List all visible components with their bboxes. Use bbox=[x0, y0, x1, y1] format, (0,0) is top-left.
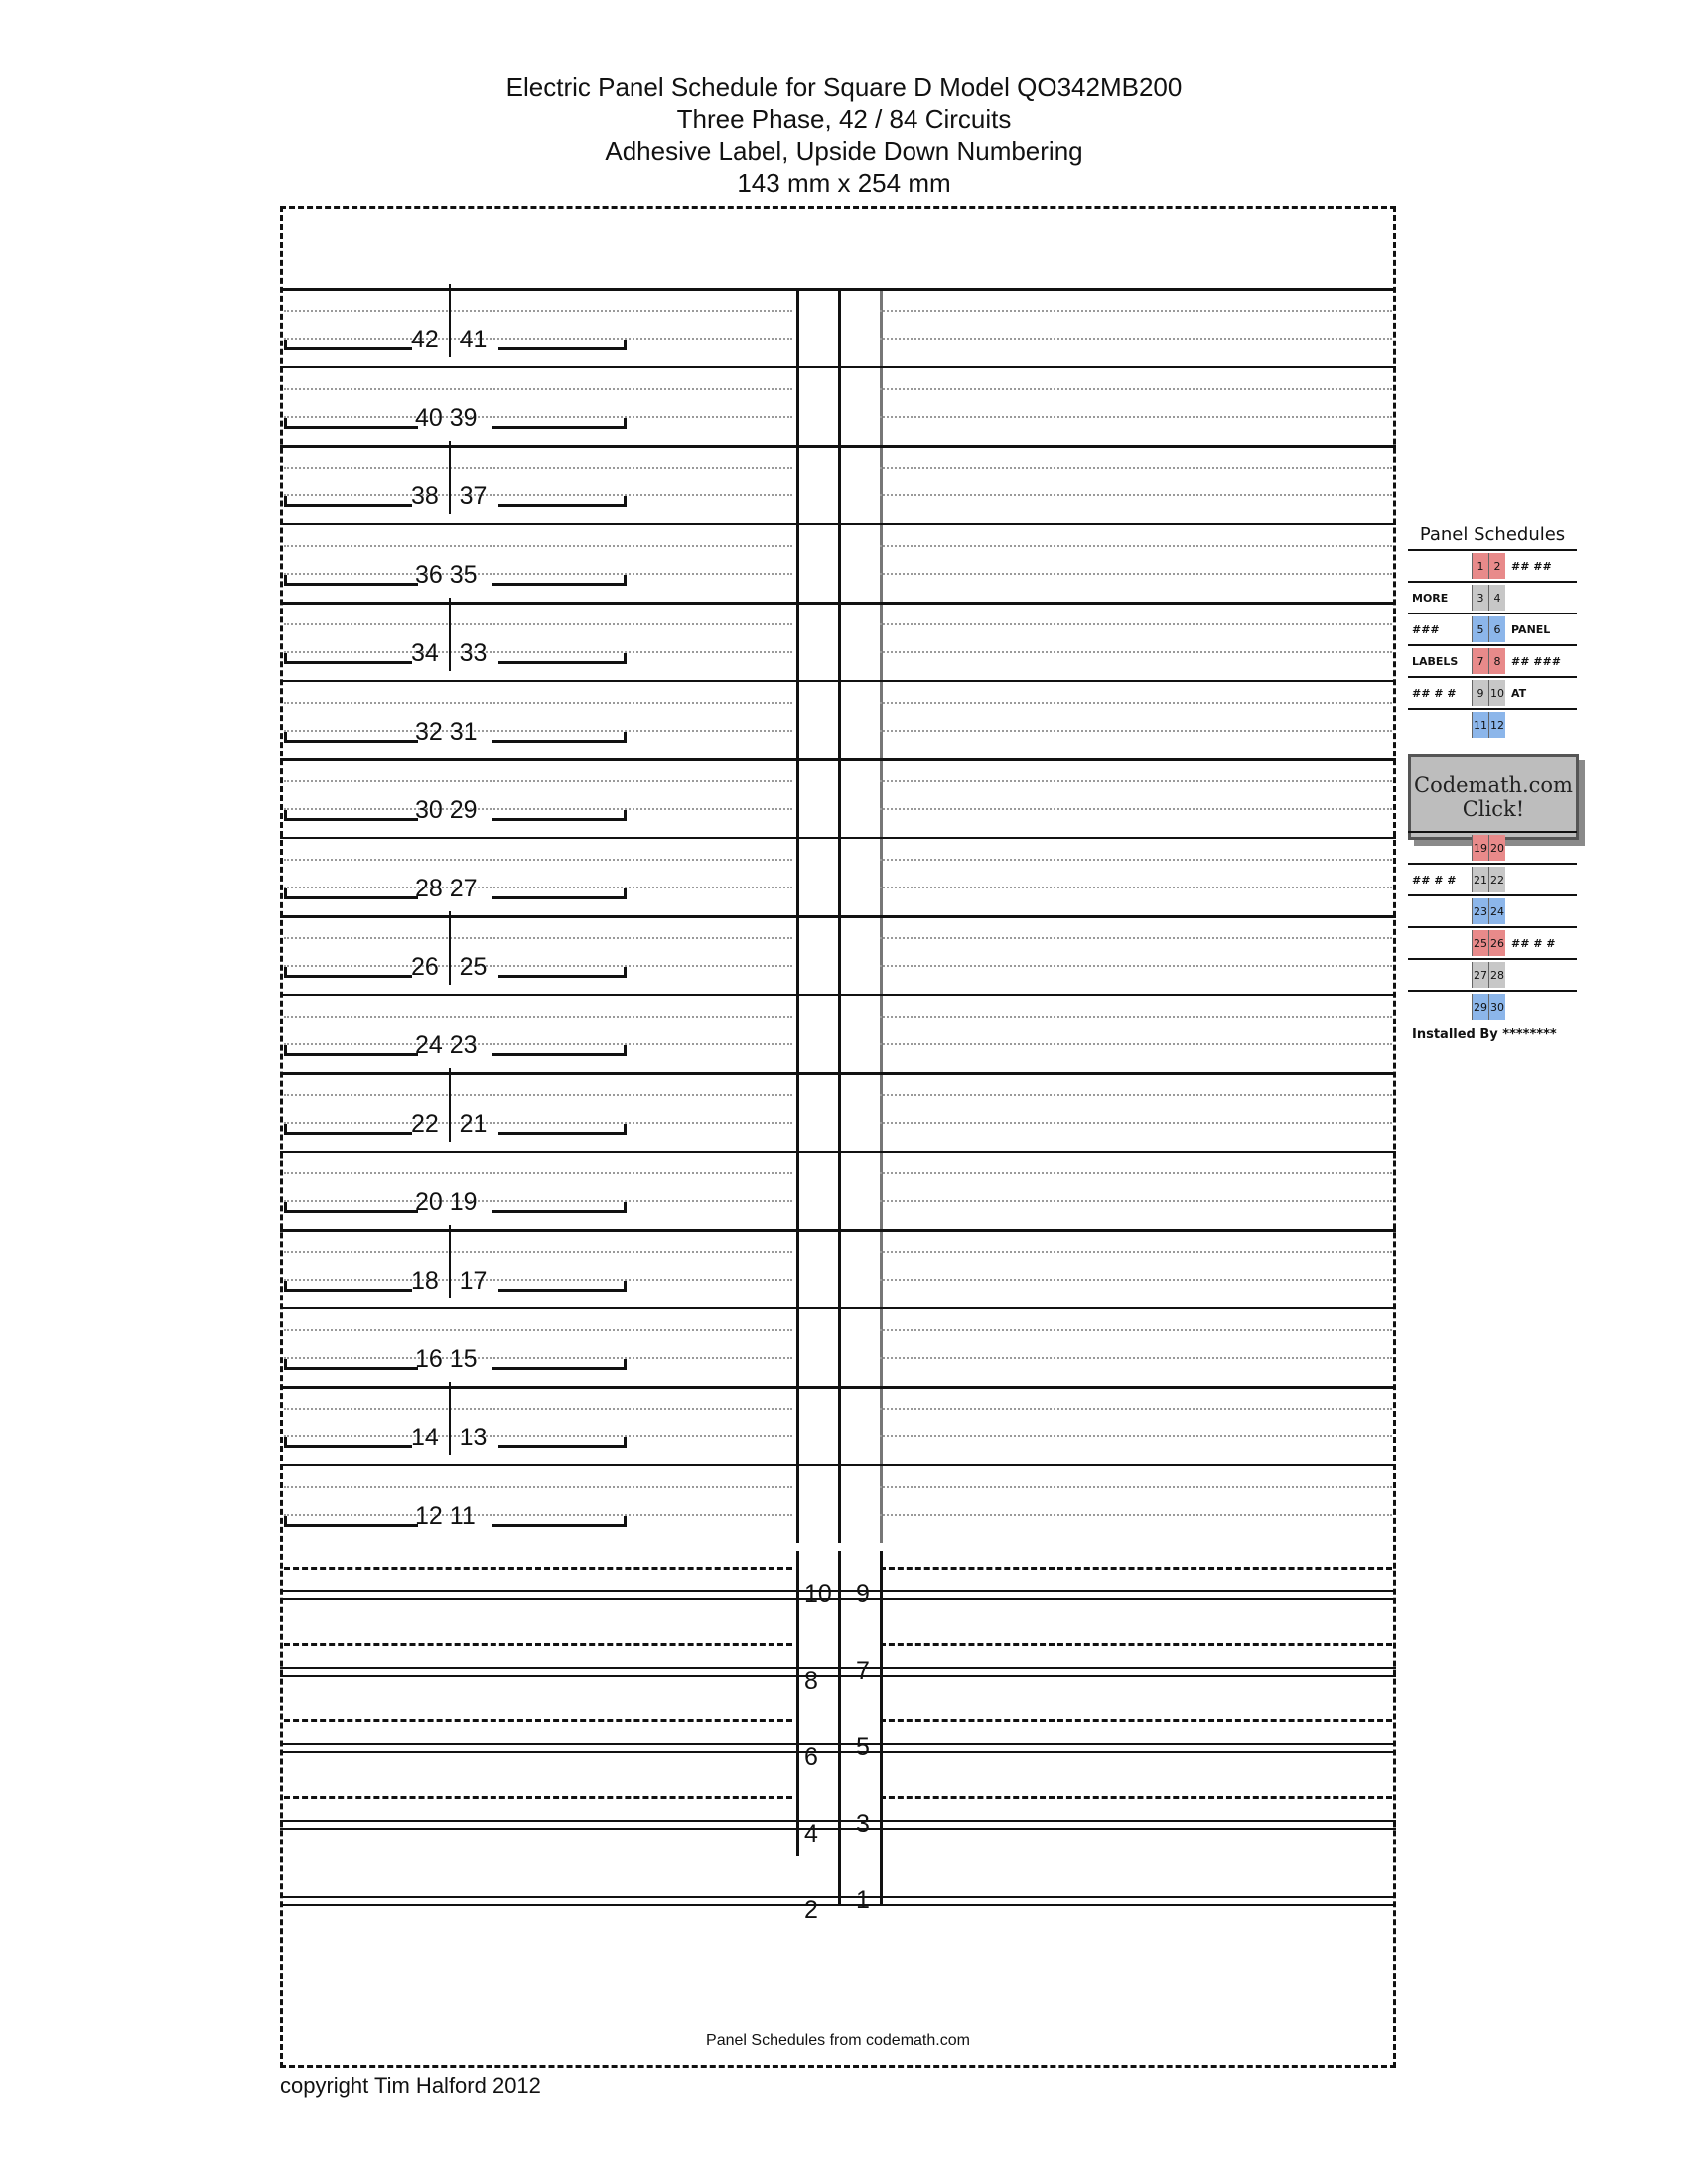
writing-guide bbox=[284, 623, 792, 625]
writing-guide bbox=[284, 1329, 792, 1331]
ad-row-number: 10 bbox=[1488, 680, 1505, 706]
ad-row-number: 1 bbox=[1472, 553, 1488, 579]
circuit-number-right: 41 bbox=[459, 326, 488, 353]
center-column-line bbox=[838, 1551, 841, 1906]
writing-guide bbox=[880, 1043, 1392, 1045]
circuit-blank-right bbox=[498, 1124, 627, 1135]
circuit-blank-left bbox=[284, 888, 418, 899]
writing-guide bbox=[880, 702, 1392, 704]
circuit-blank-right bbox=[498, 1281, 627, 1292]
writing-guide bbox=[880, 651, 1392, 653]
circuit-number-right: 13 bbox=[459, 1424, 488, 1451]
ad-row bbox=[1408, 708, 1577, 740]
circuit-blank-right bbox=[492, 1202, 627, 1213]
ad-row-number: 27 bbox=[1472, 962, 1488, 988]
title-line-1: Electric Panel Schedule for Square D Model QO342MB200 bbox=[505, 72, 1183, 102]
circuit-blank-left bbox=[284, 1281, 412, 1292]
schedule-rows bbox=[280, 288, 1396, 1932]
circuit-number-left: 24 bbox=[415, 1031, 443, 1059]
circuit-blank-left bbox=[284, 1045, 418, 1056]
circuit-blank-right bbox=[498, 1437, 627, 1448]
circuit-number-right: 1 bbox=[856, 1886, 870, 1914]
ad-row-number: 11 bbox=[1472, 712, 1488, 738]
circuit-number-pair bbox=[411, 1267, 487, 1295]
writing-guide bbox=[880, 545, 1392, 547]
ad-row-right: AT bbox=[1511, 686, 1527, 700]
writing-guide bbox=[284, 780, 792, 782]
writing-guide bbox=[880, 1200, 1392, 1202]
circuit-number-pair bbox=[411, 953, 487, 981]
writing-guide bbox=[284, 1643, 792, 1646]
circuit-row bbox=[280, 1751, 1396, 1755]
circuit-number-pair bbox=[415, 404, 478, 432]
circuit-blank-right bbox=[492, 1359, 627, 1370]
ad-row bbox=[1408, 549, 1577, 581]
circuit-row bbox=[280, 1828, 1396, 1832]
circuit-number-right: 3 bbox=[856, 1810, 870, 1838]
writing-guide bbox=[284, 1172, 792, 1174]
ad-row-left: LABELS bbox=[1412, 654, 1459, 668]
writing-guide bbox=[284, 702, 792, 704]
circuit-blank-right bbox=[492, 810, 627, 821]
panel-schedule bbox=[280, 288, 1396, 1932]
ad-row-number: 9 bbox=[1472, 680, 1488, 706]
ad-row-number: 7 bbox=[1472, 648, 1488, 674]
ad-row-number: 26 bbox=[1488, 930, 1505, 956]
circuit-number-right: 5 bbox=[856, 1733, 870, 1761]
circuit-blank-right bbox=[498, 496, 627, 507]
circuit-number-pair bbox=[411, 1424, 487, 1451]
ad-row bbox=[1408, 581, 1577, 613]
writing-guide bbox=[880, 388, 1392, 390]
writing-guide bbox=[880, 310, 1392, 312]
circuit-blank-left bbox=[284, 653, 412, 664]
ad-row-right: ## ### bbox=[1511, 654, 1561, 668]
circuit-row bbox=[280, 1896, 1396, 1900]
circuit-blank-left bbox=[284, 1202, 418, 1213]
circuit-number-right: 35 bbox=[449, 561, 478, 589]
circuit-number-left: 28 bbox=[415, 875, 443, 902]
ad-row bbox=[1408, 644, 1577, 676]
circuit-number-right: 31 bbox=[449, 718, 478, 746]
writing-guide bbox=[880, 780, 1392, 782]
title-line-4: 143 mm x 254 mm bbox=[737, 168, 951, 198]
circuit-number-right: 7 bbox=[856, 1657, 870, 1685]
writing-guide bbox=[880, 808, 1392, 810]
writing-guide bbox=[284, 1796, 792, 1799]
writing-guide bbox=[284, 1016, 792, 1018]
circuit-row bbox=[280, 1904, 1396, 1908]
circuit-row bbox=[280, 1820, 1396, 1824]
circuit-row bbox=[280, 1598, 1396, 1602]
ad-row bbox=[1408, 990, 1577, 1022]
ad-row bbox=[1408, 894, 1577, 926]
circuit-number-left: 4 bbox=[804, 1820, 818, 1847]
center-column-line bbox=[880, 1551, 883, 1906]
copyright-text: copyright Tim Halford 2012 bbox=[280, 2073, 541, 2098]
circuit-number-right: 15 bbox=[449, 1345, 478, 1373]
circuit-blank-right bbox=[498, 653, 627, 664]
circuit-number-left: 42 bbox=[411, 326, 439, 353]
circuit-number-right: 19 bbox=[449, 1188, 478, 1216]
writing-guide bbox=[880, 338, 1392, 340]
ad-row-number: 5 bbox=[1472, 616, 1488, 642]
writing-guide bbox=[284, 467, 792, 469]
circuit-number-left: 14 bbox=[411, 1424, 439, 1451]
writing-guide bbox=[880, 859, 1392, 861]
circuit-blank-right bbox=[492, 732, 627, 743]
circuit-number-left: 32 bbox=[415, 718, 443, 746]
circuit-number-left: 36 bbox=[415, 561, 443, 589]
circuit-number-pair bbox=[411, 482, 487, 510]
circuit-blank-right bbox=[492, 575, 627, 586]
ad-rows bbox=[1408, 549, 1577, 740]
writing-guide bbox=[880, 1357, 1392, 1359]
circuit-blank-left bbox=[284, 1124, 412, 1135]
circuit-number-right: 17 bbox=[459, 1267, 488, 1295]
circuit-row bbox=[280, 1743, 1396, 1747]
ad-row-number: 29 bbox=[1472, 994, 1488, 1020]
circuit-blank-right bbox=[492, 418, 627, 429]
circuit-number-left: 30 bbox=[415, 796, 443, 824]
writing-guide bbox=[284, 1567, 792, 1570]
writing-guide bbox=[880, 1486, 1392, 1488]
ad-row-left: ## # # bbox=[1412, 686, 1457, 700]
ad-row-number: 8 bbox=[1488, 648, 1505, 674]
ad-row bbox=[1408, 863, 1577, 894]
writing-guide bbox=[880, 937, 1392, 939]
writing-guide bbox=[284, 937, 792, 939]
circuit-number-right: 11 bbox=[449, 1502, 476, 1530]
circuit-number-right: 25 bbox=[459, 953, 488, 981]
circuit-blank-right bbox=[492, 888, 627, 899]
ad-row bbox=[1408, 676, 1577, 708]
circuit-number-pair bbox=[411, 639, 487, 667]
ad-rows-lower bbox=[1408, 831, 1577, 1022]
writing-guide bbox=[880, 1719, 1392, 1722]
center-column-line bbox=[796, 1551, 799, 1856]
ad-row-left: ## # # bbox=[1412, 873, 1457, 887]
ad-row-left: MORE bbox=[1412, 591, 1449, 605]
writing-guide bbox=[880, 1251, 1392, 1253]
circuit-number-left: 18 bbox=[411, 1267, 439, 1295]
circuit-number-pair bbox=[415, 1502, 476, 1530]
circuit-blank-left bbox=[284, 575, 418, 586]
circuit-number-right: 29 bbox=[449, 796, 478, 824]
panel-schedules-ad[interactable] bbox=[1408, 524, 1577, 1060]
circuit-number-pair bbox=[415, 875, 478, 902]
codemath-link-button[interactable] bbox=[1408, 754, 1579, 840]
writing-guide bbox=[880, 1329, 1392, 1331]
ad-row-right: PANEL bbox=[1511, 622, 1551, 636]
writing-guide bbox=[880, 1122, 1392, 1124]
writing-guide bbox=[880, 1796, 1392, 1799]
ad-row-number: 19 bbox=[1472, 835, 1488, 861]
writing-guide bbox=[880, 1016, 1392, 1018]
circuit-number-pair bbox=[415, 561, 478, 589]
ad-row bbox=[1408, 958, 1577, 990]
writing-guide bbox=[880, 623, 1392, 625]
writing-guide bbox=[284, 545, 792, 547]
ad-row-number: 2 bbox=[1488, 553, 1505, 579]
circuit-blank-left bbox=[284, 810, 418, 821]
badge-line-2: Click! bbox=[1462, 797, 1525, 821]
circuit-blank-right bbox=[492, 1516, 627, 1527]
circuit-number-right: 33 bbox=[459, 639, 488, 667]
ad-row-number: 3 bbox=[1472, 585, 1488, 611]
source-note: Panel Schedules from codemath.com bbox=[706, 2032, 970, 2049]
ad-row-number: 24 bbox=[1488, 898, 1505, 924]
writing-guide bbox=[880, 1172, 1392, 1174]
writing-guide bbox=[880, 1094, 1392, 1096]
circuit-number-left: 6 bbox=[804, 1743, 818, 1771]
ad-row-number: 12 bbox=[1488, 712, 1505, 738]
circuit-number-left: 22 bbox=[411, 1110, 439, 1138]
ad-row-number: 23 bbox=[1472, 898, 1488, 924]
title-line-2: Three Phase, 42 / 84 Circuits bbox=[676, 104, 1012, 134]
ad-row-number: 28 bbox=[1488, 962, 1505, 988]
ad-row-number: 22 bbox=[1488, 867, 1505, 892]
circuit-number-left: 40 bbox=[415, 404, 443, 432]
ad-row-right: ## # # bbox=[1511, 936, 1556, 950]
writing-guide bbox=[284, 1094, 792, 1096]
circuit-blank-right bbox=[498, 340, 627, 350]
writing-guide bbox=[284, 1408, 792, 1410]
circuit-number-pair bbox=[411, 1110, 487, 1138]
circuit-number-pair bbox=[415, 796, 478, 824]
circuit-number-pair bbox=[415, 1031, 478, 1059]
writing-guide bbox=[880, 1279, 1392, 1281]
circuit-number-left: 26 bbox=[411, 953, 439, 981]
circuit-number-right: 9 bbox=[856, 1580, 870, 1608]
writing-guide bbox=[880, 887, 1392, 888]
circuit-number-pair bbox=[415, 1188, 478, 1216]
writing-guide bbox=[880, 494, 1392, 496]
circuit-number-right: 37 bbox=[459, 482, 488, 510]
ad-row-number: 30 bbox=[1488, 994, 1505, 1020]
ad-row bbox=[1408, 831, 1577, 863]
ad-row-number: 25 bbox=[1472, 930, 1488, 956]
circuit-number-left: 34 bbox=[411, 639, 439, 667]
circuit-blank-left bbox=[284, 418, 418, 429]
writing-guide bbox=[880, 1408, 1392, 1410]
circuit-row bbox=[280, 1667, 1396, 1671]
circuit-number-pair bbox=[415, 1345, 478, 1373]
writing-guide bbox=[880, 1643, 1392, 1646]
circuit-blank-right bbox=[498, 967, 627, 978]
writing-guide bbox=[880, 416, 1392, 418]
ad-title: Panel Schedules bbox=[1419, 524, 1566, 545]
ad-installed-by: Installed By ******** bbox=[1412, 1027, 1557, 1042]
writing-guide bbox=[880, 1435, 1392, 1437]
circuit-number-left: 10 bbox=[804, 1580, 832, 1608]
circuit-row bbox=[280, 1675, 1396, 1679]
ad-row-number: 20 bbox=[1488, 835, 1505, 861]
circuit-number-pair bbox=[411, 326, 487, 353]
circuit-number-pair bbox=[415, 718, 478, 746]
ad-row bbox=[1408, 613, 1577, 644]
circuit-number-right: 27 bbox=[449, 875, 478, 902]
writing-guide bbox=[284, 1486, 792, 1488]
circuit-number-right: 21 bbox=[459, 1110, 488, 1138]
ad-row-number: 4 bbox=[1488, 585, 1505, 611]
circuit-number-left: 8 bbox=[804, 1667, 818, 1695]
circuit-number-right: 23 bbox=[449, 1031, 478, 1059]
writing-guide bbox=[284, 388, 792, 390]
circuit-row bbox=[280, 1590, 1396, 1594]
badge-line-1: Codemath.com bbox=[1414, 773, 1573, 797]
circuit-number-left: 16 bbox=[415, 1345, 443, 1373]
writing-guide bbox=[880, 965, 1392, 967]
writing-guide bbox=[880, 1514, 1392, 1516]
ad-row-number: 21 bbox=[1472, 867, 1488, 892]
writing-guide bbox=[284, 1719, 792, 1722]
document-title bbox=[278, 71, 1410, 199]
writing-guide bbox=[880, 467, 1392, 469]
ad-row-number: 6 bbox=[1488, 616, 1505, 642]
writing-guide bbox=[880, 730, 1392, 732]
circuit-blank-left bbox=[284, 340, 412, 350]
writing-guide bbox=[284, 859, 792, 861]
circuit-blank-left bbox=[284, 1359, 418, 1370]
title-line-3: Adhesive Label, Upside Down Numbering bbox=[605, 136, 1083, 166]
writing-guide bbox=[284, 1251, 792, 1253]
circuit-number-left: 12 bbox=[415, 1502, 443, 1530]
circuit-number-left: 2 bbox=[804, 1896, 818, 1924]
writing-guide bbox=[880, 573, 1392, 575]
circuit-blank-left bbox=[284, 1516, 418, 1527]
circuit-number-left: 38 bbox=[411, 482, 439, 510]
circuit-number-right: 39 bbox=[449, 404, 478, 432]
ad-row-right: ## ## bbox=[1511, 559, 1552, 573]
circuit-blank-left bbox=[284, 496, 412, 507]
circuit-blank-left bbox=[284, 967, 412, 978]
circuit-number-left: 20 bbox=[415, 1188, 443, 1216]
circuit-blank-left bbox=[284, 732, 418, 743]
circuit-blank-right bbox=[492, 1045, 627, 1056]
circuit-blank-left bbox=[284, 1437, 412, 1448]
writing-guide bbox=[880, 1567, 1392, 1570]
writing-guide bbox=[284, 310, 792, 312]
ad-row-left: ### bbox=[1412, 622, 1440, 636]
ad-row bbox=[1408, 926, 1577, 958]
